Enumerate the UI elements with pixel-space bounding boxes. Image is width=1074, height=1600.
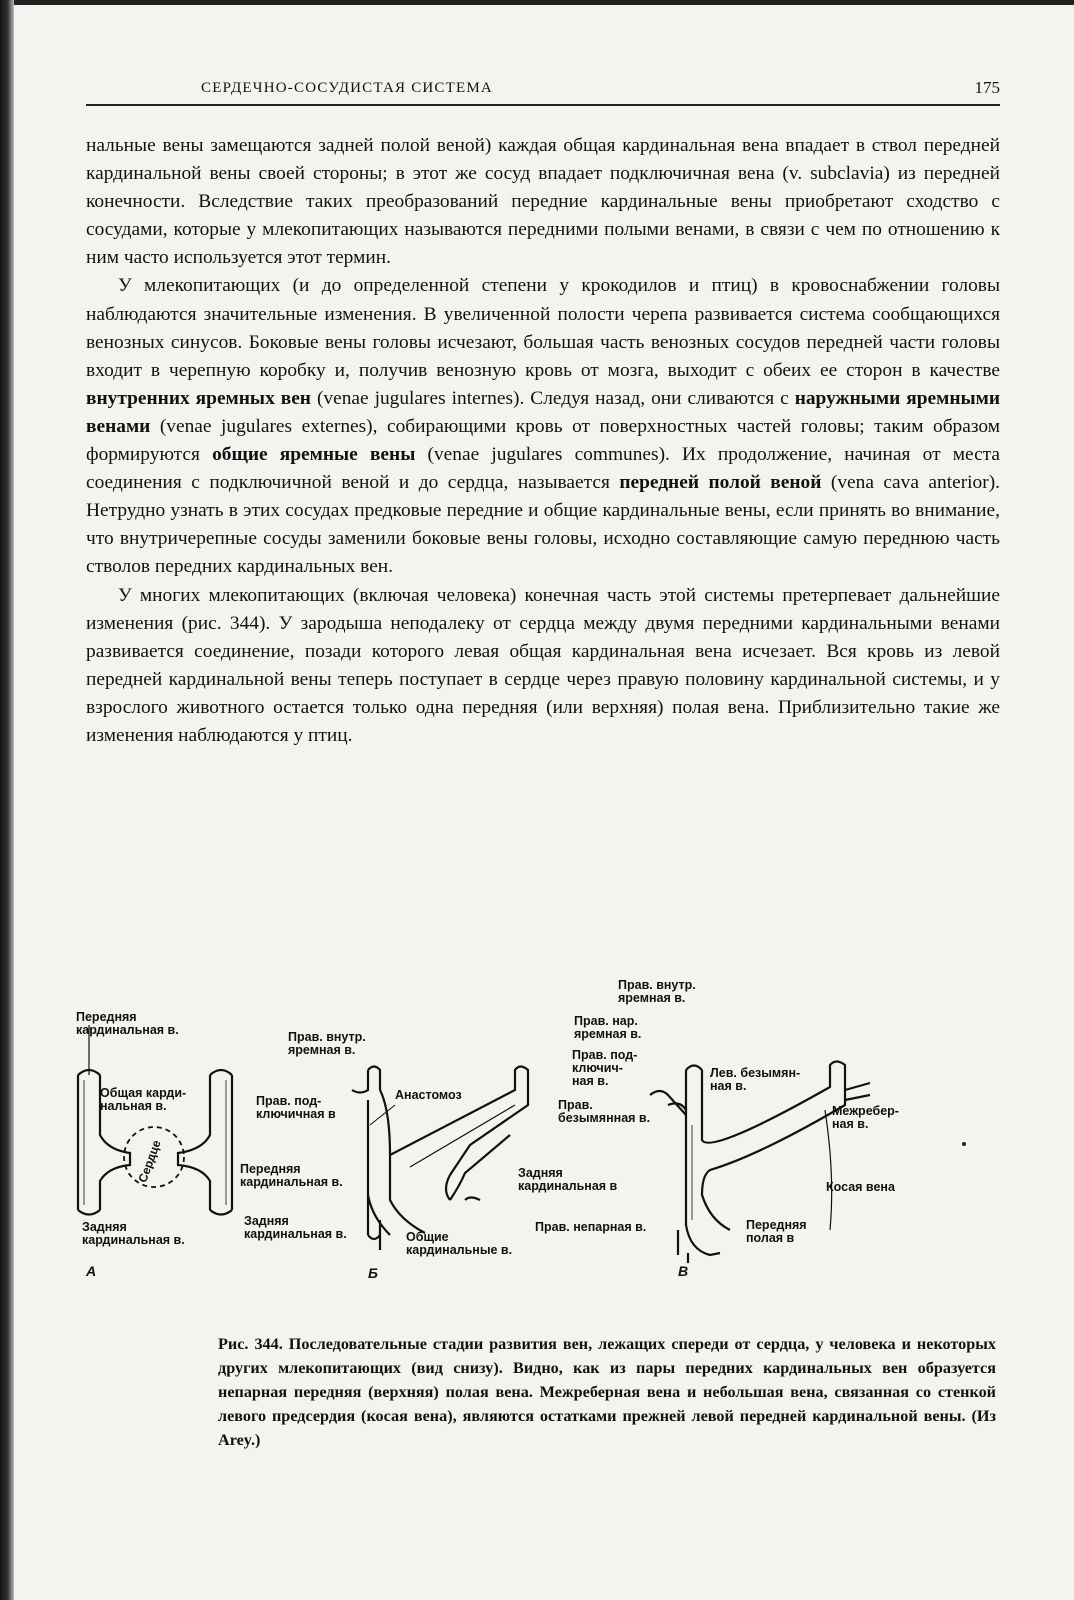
text-run: нальные вены замещаются задней полой веной) каждая общая кардинальная вена впадает в ствол передней кардинальной вены своей стороны; в этот же сосуд впадает подключичная вена (v. subclavia) из передней конечности. Вследствие таких преобразований передние кардинальные вены приобретают сходство с сосудами, которые у млекопитающих называются передними полыми венами, в связи с чем по отношению к ним часто используется этот термин. [86, 135, 1000, 269]
text-run: (venae jugulares externes), собирающими кровь от поверхностных частей головы; таким образом формируются [86, 415, 1000, 466]
bold-term: внутренних яремных вен [86, 387, 311, 409]
bold-term: общие яремные вены [212, 444, 416, 466]
label-c-left-brachiocephalic: Лев. безымян- ная в. [710, 1066, 801, 1093]
running-header [86, 80, 1000, 106]
label-b-anastomosis: Анастомоз [395, 1088, 462, 1102]
label-b-right-internal-jugular: Прав. внутр. яремная в. [288, 1030, 366, 1057]
text-run: (venae jugulares internes). Следуя назад, они сливаются с [310, 387, 795, 409]
vein-diagram [70, 995, 1020, 1305]
figure-caption: Рис. 344. Последовательные стадии развития вен, лежащих спереди от сердца, у человека и некоторых других млекопитающих (вид снизу). Видно, как из пары передних кардинальных вен образуется непарная передняя (верхняя) полая вена. Межреберная вена и небольшая вена, связанная со стенкой левого предсердия (косая вена), являются остатками прежней левой передней кардинальной вены. (Из Arey.) [218, 1335, 996, 1449]
label-b-anterior-cardinal: Передняя кардинальная в. [240, 1162, 343, 1189]
print-speck [962, 1142, 966, 1146]
paragraph [86, 132, 1000, 272]
label-c-right-azygos: Прав. непарная в. [535, 1220, 647, 1234]
paragraph [86, 272, 1000, 581]
label-c-right-brachiocephalic: Прав. безымянная в. [558, 1098, 651, 1125]
panel-c-letter: В [678, 1263, 689, 1279]
label-c-oblique: Косая вена [826, 1180, 895, 1194]
label-a-heart: Сердце [135, 1138, 164, 1185]
label-c-intercostal: Межребер- ная в. [832, 1104, 899, 1131]
label-c-right-internal-jugular: Прав. внутр. яремная в. [618, 978, 696, 1005]
figure-344 [70, 978, 1020, 1305]
label-b-posterior-cardinal-right: Задняя кардинальная в [518, 1166, 618, 1193]
running-header-title: СЕРДЕЧНО-СОСУДИСТАЯ СИСТЕМА [201, 80, 493, 96]
label-a-common-cardinal: Общая карди- нальная в. [100, 1086, 187, 1113]
text-run: (vena cava anterior). Нетрудно узнать в этих сосудах предковые передние и общие кардинальные вены, если принять во внимание, что внутричерепные сосуды заменили боковые вены головы, исходно составляющие самую переднюю часть стволов передних кардинальных вен. [86, 472, 1000, 578]
text-run: У млекопитающих (и до определенной степени у крокодилов и птиц) в кровоснабжении головы наблюдаются значительные изменения. В увеличенной полости черепа развивается система сообщающихся венозных синусов. Боковые вены головы исчезают, большая часть венозных сосудов передней части головы входит в черепную коробку и, получив венозную кровь от мозга, выходит с обеих ее сторон в качестве [86, 275, 1000, 381]
label-a-posterior-cardinal: Задняя кардинальная в. [82, 1220, 185, 1247]
text-run: (venae jugulares communes). Их продолжение, начиная от места соединения с подключичной веной и до сердца, называется [86, 444, 1000, 494]
label-b-common-cardinal: Общие кардинальные в. [406, 1230, 513, 1257]
page-number: 175 [974, 78, 1000, 97]
label-b-right-subclavian: Прав. под- ключичная в [256, 1094, 336, 1121]
page-top-edge [0, 0, 1074, 5]
bold-term: наружными яремными венами [86, 387, 1001, 437]
book-spine-shadow [0, 0, 14, 1600]
text-run: У многих млекопитающих (включая человека) конечная часть этой системы претерпевает дальнейшие изменения (рис. 344). У зародыша неподалеку от сердца между двумя передними кардинальными венами развивается соединение, позади которого левая общая кардинальная вена исчезает. Вся кровь из левой передней кардинальной вены теперь поступает в сердце через правую половину кардинальной системы, и у взрослого животного остается только одна передняя (или верхняя) полая вена. Приблизительно такие же изменения наблюдаются у птиц. [86, 584, 1000, 746]
panel-a-veins [78, 1025, 232, 1215]
label-c-right-external-jugular: Прав. нар. яремная в. [574, 1014, 642, 1041]
label-c-anterior-vena-cava: Передняя полая в [746, 1218, 807, 1245]
panel-a-letter: А [86, 1263, 97, 1279]
paragraph [86, 582, 1000, 751]
panel-b-letter: Б [368, 1265, 378, 1281]
body-text [86, 132, 1000, 750]
label-b-posterior-cardinal-left: Задняя кардинальная в. [244, 1214, 347, 1241]
bold-term: передней полой веной [619, 472, 822, 494]
label-a-anterior-cardinal: Передняя кардинальная в. [76, 1010, 179, 1037]
label-c-right-subclavian: Прав. под- ключич- ная в. [572, 1048, 638, 1088]
